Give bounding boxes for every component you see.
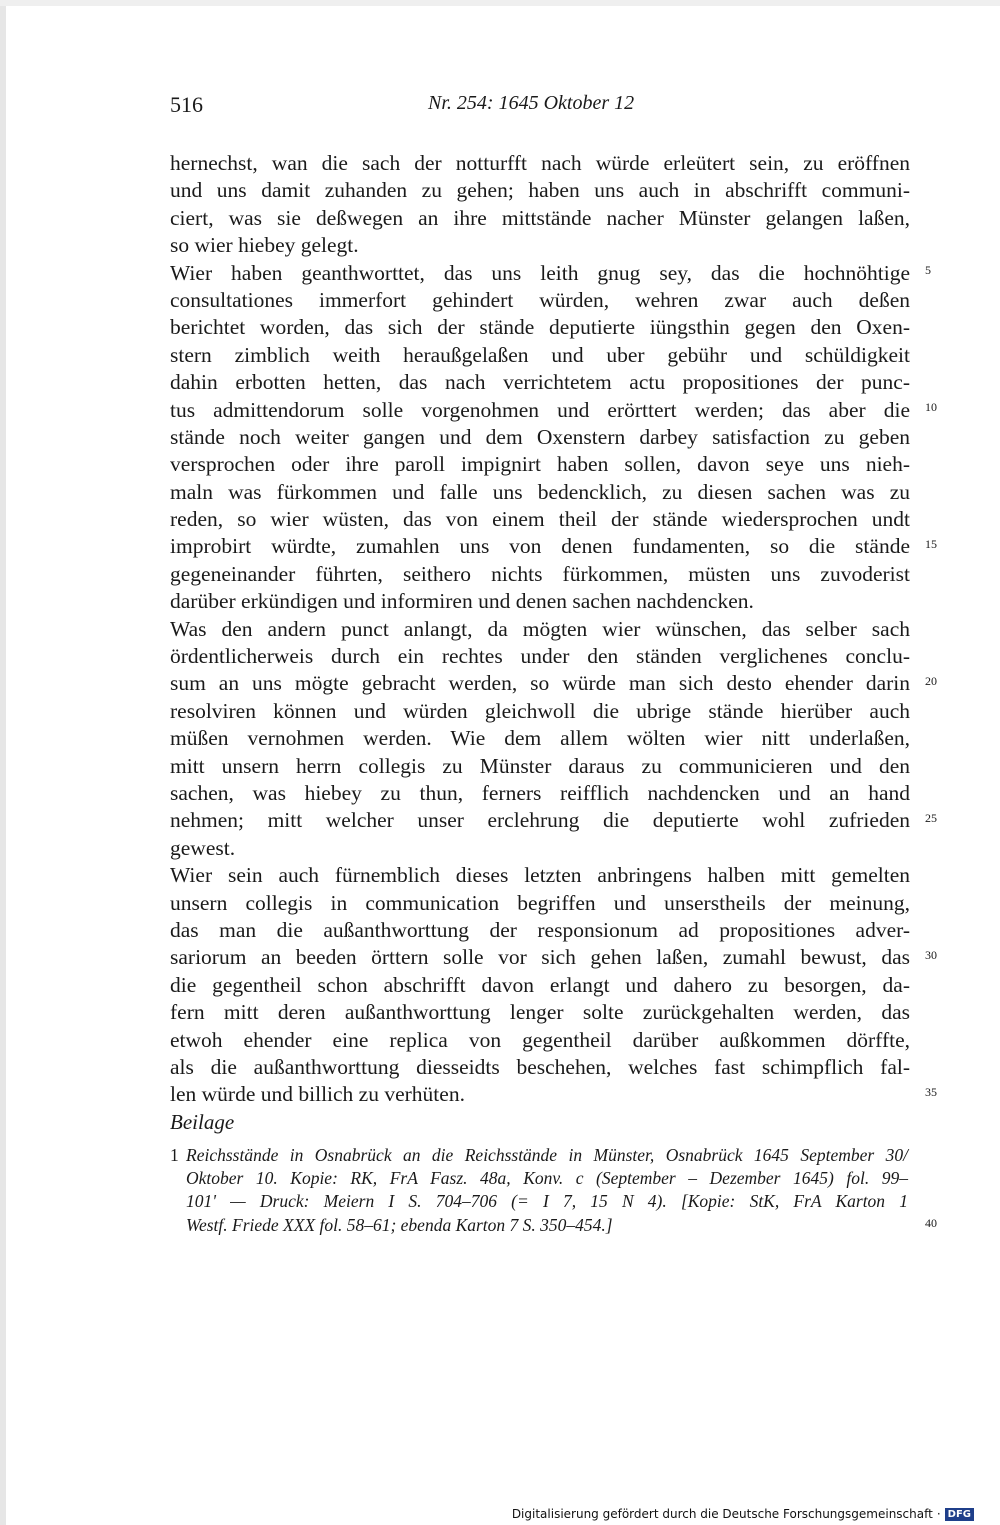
line-number: 20 bbox=[925, 674, 937, 688]
text-line: gegeneinander führten, seithero nichts fürkommen, müsten uns zuvoderist bbox=[170, 561, 910, 586]
dfg-logo: DFG bbox=[945, 1508, 974, 1521]
text-line: mitt unsern herrn collegis zu Münster daraus zu communicieren und den bbox=[170, 753, 910, 778]
text-line: etwoh ehender eine replica von gegentheil darüber außkommen dörffte, bbox=[170, 1027, 910, 1052]
text-line: stände noch weiter gangen und dem Oxenstern darbey satisfaction zu geben bbox=[170, 424, 910, 449]
text-line: ördentlicherweis durch ein rechtes under den ständen verglichenes conclu- bbox=[170, 644, 910, 669]
text-line: berichtet worden, das sich der stände deputierte iüngsthin gegen den Oxen- bbox=[170, 315, 910, 340]
text-line: unsern collegis in communication begriffen und unserstheils der meinung, bbox=[170, 890, 910, 915]
text-line: als die außanthworttung diesseidts beschehen, welches fast schimpflich fal- bbox=[170, 1054, 910, 1079]
line-number: 10 bbox=[925, 400, 937, 414]
text-line: improbirt würdte, zumahlen uns von denen fundamenten, so die stände bbox=[170, 534, 910, 559]
text-line: stern zimblich weith heraußgelaßen und uber gebühr und schüldigkeit bbox=[170, 342, 910, 367]
text-line: tus admittendorum solle vorgenohmen und erörttert werden; das aber die bbox=[170, 397, 910, 422]
text-line: ciert, was sie deßwegen an ihre mittstände nacher Münster gelangen laßen, bbox=[170, 205, 910, 230]
text-line: maln was fürkommen und falle uns bedencklich, zu diesen sachen was zu bbox=[170, 479, 910, 504]
text-line: und uns damit zuhanden zu gehen; haben uns auch in abschrifft communi- bbox=[170, 178, 910, 203]
text-line: resolviren können und würden gleichwoll die ubrige stände hierüber auch bbox=[170, 698, 910, 723]
text-line: darüber erkündigen und informiren und denen sachen nachdencken. bbox=[170, 589, 754, 614]
text-line: len würde und billich zu verhüten. bbox=[170, 1082, 465, 1107]
text-line: die gegentheil schon abschrifft davon erlangt und dahero zu besorgen, da- bbox=[170, 972, 910, 997]
beilage-line: Reichsstände in Osnabrück an die Reichsstände in Münster, Osnabrück 1645 September 30/ bbox=[186, 1145, 908, 1165]
line-number: 25 bbox=[925, 811, 937, 825]
text-line: fern mitt deren außanthworttung lenger solte zurückgehalten werden, das bbox=[170, 1000, 910, 1025]
line-number: 15 bbox=[925, 537, 937, 551]
running-title: Nr. 254: 1645 Oktober 12 bbox=[428, 92, 635, 114]
text-line: so wier hiebey gelegt. bbox=[170, 233, 359, 258]
text-line: reden, so wier wüsten, das von einem theil der stände wiedersprochen undt bbox=[170, 507, 910, 532]
text-line: sachen, was hiebey zu thun, ferners reifflich nachdencken und an hand bbox=[170, 780, 910, 805]
page-header bbox=[170, 92, 910, 126]
beilage-heading: Beilage bbox=[170, 1110, 235, 1134]
text-line: das man die außanthworttung der responsionum ad propositiones adver- bbox=[170, 917, 910, 942]
text-line: gewest. bbox=[170, 835, 236, 860]
text-line: Was den andern punct anlangt, da mögten wier wünschen, das selber sach bbox=[170, 616, 910, 641]
line-number: 5 bbox=[925, 263, 931, 277]
beilage-text bbox=[186, 1144, 908, 1237]
text-line: Wier haben geanthworttet, das uns leith gnug sey, das die hochnöhtige bbox=[170, 260, 910, 285]
line-number: 40 bbox=[925, 1216, 937, 1230]
text-line: hernechst, wan die sach der notturfft nach würde erleütert sein, zu eröffnen bbox=[170, 151, 910, 175]
text-line: dahin erbotten hetten, das nach verrichtetem actu propositiones der punc- bbox=[170, 370, 910, 395]
beilage-item-number: 1 bbox=[170, 1145, 179, 1165]
beilage-line: Westf. Friede XXX fol. 58–61; ebenda Karton 7 S. 350–454.] bbox=[186, 1214, 613, 1235]
beilage-line: 101' — Druck: Meiern I S. 704–706 (= I 7, 15 N 4). [Kopie: StK, FrA Karton 1 bbox=[186, 1191, 908, 1212]
scan-edge-left bbox=[0, 0, 6, 1525]
text-line: nehmen; mitt welcher unser erclehrung die deputierte wohl zufrieden bbox=[170, 808, 910, 833]
text-line: müßen vernohmen werden. Wie dem allem wölten wier nitt underlaßen, bbox=[170, 726, 910, 751]
body-text bbox=[170, 150, 910, 1109]
text-line: Wier sein auch fürnemblich dieses letzten anbringens halben mitt gemelten bbox=[170, 863, 910, 888]
text-line: sum an uns mögte gebracht werden, so würde man sich desto ehender darin bbox=[170, 671, 910, 696]
text-line: sariorum an beeden örttern solle vor sich gehen laßen, zumahl bewust, das bbox=[170, 945, 910, 970]
credit-text: Digitalisierung gefördert durch die Deutsche Forschungsgemeinschaft bbox=[511, 1507, 933, 1521]
line-number: 35 bbox=[925, 1085, 937, 1099]
text-line: versprochen oder ihre paroll impignirt haben sollen, davon seye uns nieh- bbox=[170, 452, 910, 477]
scan-edge-top bbox=[0, 0, 1000, 6]
beilage-line: Oktober 10. Kopie: RK, FrA Fasz. 48a, Konv. c (September – Dezember 1645) fol. 99– bbox=[186, 1168, 908, 1189]
digitization-credit: Digitalisierung gefördert durch die Deutsche Forschungsgemeinschaft · DFG bbox=[512, 1507, 974, 1521]
line-number: 30 bbox=[925, 948, 937, 962]
text-line: consultationes immerfort gehindert würden, wehren zwar auch deßen bbox=[170, 287, 910, 312]
page-number: 516 bbox=[170, 92, 203, 117]
